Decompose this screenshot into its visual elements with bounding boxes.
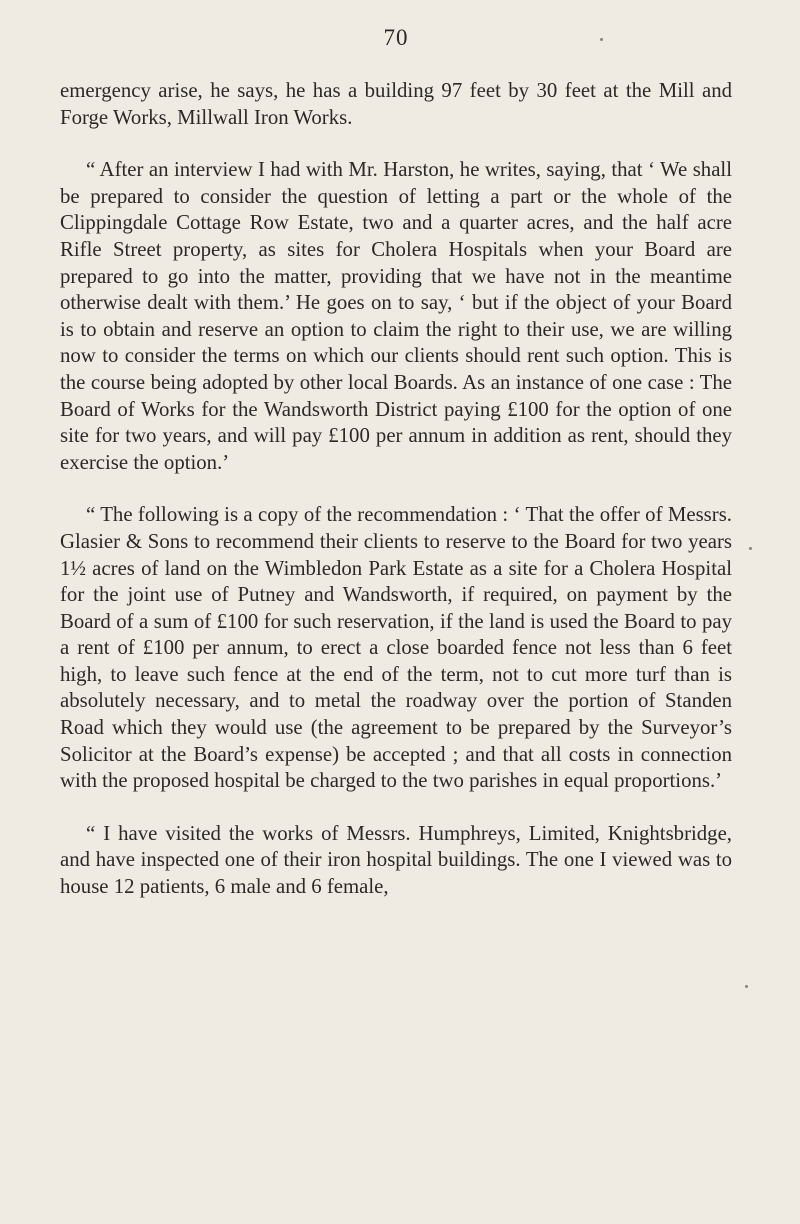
paragraph-gap (60, 131, 732, 157)
page-number: 70 (383, 25, 409, 50)
paragraph-recommendation: “ The following is a copy of the recommendation : ‘ That the offer of Messrs. Glasier & Sons to recommend their clients to reserve to the Board for two years 1½ acres of land on the Wimbledon Park Estate as a site for a Cholera Hospital for the joint use of Putney and Wandsworth, if required, on payment by the Board of a sum of £100 for such reservation, if the land is used the Board to pay a rent of £100 per annum, to erect a close boarded fence not less than 6 feet high, to leave such fence at the end of the term, not to cut more turf than is absolutely necessary, and to metal the roadway over the portion of Standen Road which they would use (the agreement to be prepared by the Surveyor’s Solicitor at the Board’s expense) be accepted ; and that all costs in connection with the proposed hospital be charged to the two parishes in equal proportions.’ (60, 503, 732, 793)
paragraph-gap (60, 476, 732, 502)
paper-speck (749, 547, 752, 550)
paragraph-continuation: emergency arise, he says, he has a building 97 feet by 30 feet at the Mill and Forge Works, Millwall Iron Works. (60, 79, 732, 129)
paragraph-gap (60, 795, 732, 821)
paragraph-humphreys-visit: “ I have visited the works of Messrs. Humphreys, Limited, Knightsbridge, and have inspected one of their iron hospital buildings. The one I viewed was to house 12 patients, 6 male and 6 female, (60, 821, 732, 899)
paragraph-harston-letter: “ After an interview I had with Mr. Harston, he writes, saying, that ‘ We shall be prepared to consider the question of letting a part or the whole of the Clippingdale Cottage Row Estate, two and a quarter acres, and the half acre Rifle Street property, as sites for Cholera Hospitals when your Board are prepared to go into the matter, providing that we have not in the meantime otherwise dealt with them.’ He goes on to say, ‘ but if the object of your Board is to obtain and reserve an option to claim the right to their use, we are willing now to consider the terms on which our clients should rent such option. This is the course being adopted by other local Boards. As an instance of one case : The Board of Works for the Wandsworth District paying £100 for the option of one site for two years, and will pay £100 per annum in addition as rent, should they exercise the option.’ (60, 158, 732, 474)
paper-speck (745, 985, 748, 988)
paper-speck (600, 38, 603, 41)
